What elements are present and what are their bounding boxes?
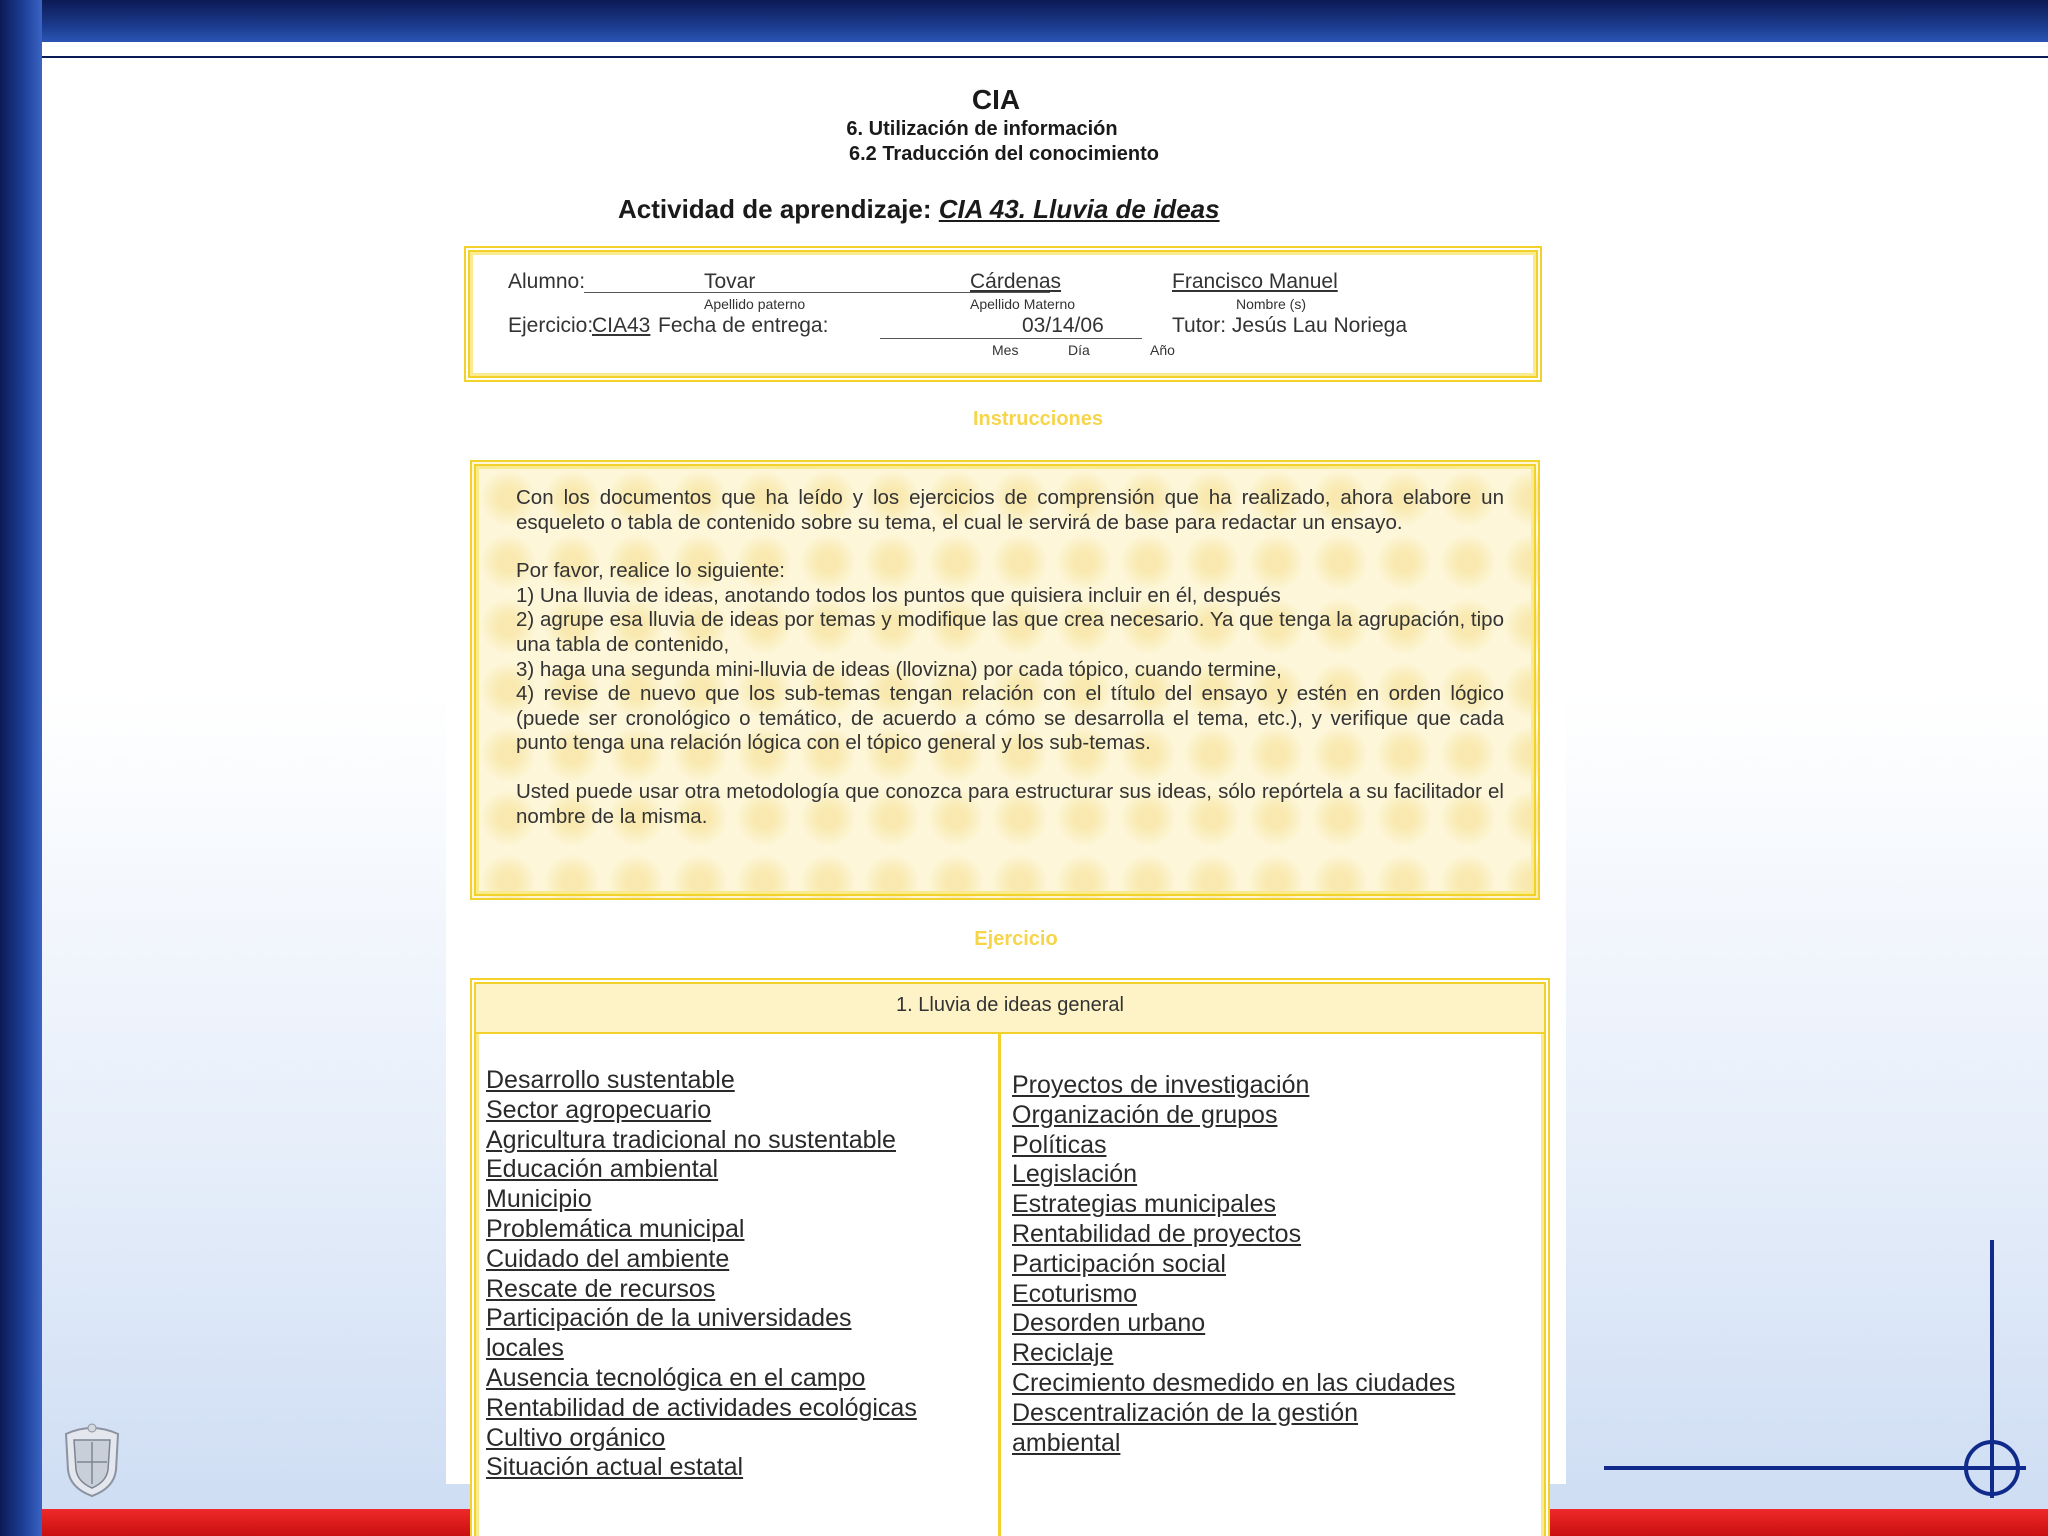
list-item: Organización de grupos [1012,1100,1278,1129]
list-item: Situación actual estatal [486,1453,744,1482]
exercise-table [470,978,1550,1536]
instructions-paragraph-1: Con los documentos que ha leído y los ejercicios de comprensión que ha realizado, ahora elabore un esqueleto o tabla de contenido sobre su tema, el cual le servirá de base para redactar un ensayo. [516,486,1504,534]
alumno-label: Alumno: [508,270,586,293]
fecha-label: Fecha de entrega: [658,314,829,337]
list-item: locales [486,1334,564,1363]
nombre-label: Nombre (s) [1236,296,1307,312]
instructions-intro: Por favor, realice lo siguiente: [516,559,785,583]
activity-name: CIA 43. Lluvia de ideas [938,194,1220,224]
instructions-paragraph-3: Usted puede usar otra metodología que conozca para estructurar sus ideas, sólo repórtela a su facilitador el nombre de la misma. [516,779,1504,828]
list-item: Estrategias municipales [1012,1190,1277,1219]
fecha-line [880,338,1142,339]
nombre-value: Francisco Manuel [1172,270,1338,293]
apellido-paterno-label: Apellido paterno [704,296,806,312]
document-page [446,70,1566,1484]
list-item: Participación de la universidades [486,1304,852,1333]
list-item: Descentralización de la gestión [1012,1398,1359,1427]
instructions-box [470,460,1540,900]
anio-label: Año [1150,342,1175,358]
list-item: Cultivo orgánico [486,1423,666,1452]
list-item: Participación social [1012,1249,1226,1278]
list-item: Desarrollo sustentable [486,1066,735,1094]
list-item: Rescate de recursos [486,1274,716,1303]
exercise-heading: Ejercicio [974,928,1058,950]
list-item: Rentabilidad de actividades ecológicas [486,1393,917,1422]
exercise-table-header: 1. Lluvia de ideas general [476,984,1544,1034]
list-item: ambiental [1012,1428,1121,1457]
document-title: CIA [971,84,1021,115]
ejercicio-label: Ejercicio: [508,314,594,337]
list-item: Agricultura tradicional no sustentable [486,1125,896,1154]
list-item: Desorden urbano [1012,1309,1206,1338]
list-item: Sector agropecuario [486,1095,712,1124]
mes-label: Mes [992,342,1019,358]
ideas-right-column [1012,1071,1455,1458]
instructions-heading: Instrucciones [972,408,1104,430]
instructions-step-1: 1) Una lluvia de ideas, anotando todos los puntos que quisiera incluir en él, después [516,583,1281,607]
exercise-column-divider [998,1034,1001,1536]
crosshair-icon [1600,1236,2048,1506]
instructions-step-2: 2) agrupe esa lluvia de ideas por temas y modifique las que crea necesario. Ya que tenga la agrupación, tipo una tabla de contenido, [516,608,1504,656]
document-subtitle-1: 6. Utilización de información [846,118,1118,140]
list-item: Educación ambiental [486,1155,719,1184]
list-item: Proyectos de investigación [1012,1071,1310,1099]
instructions-step-3: 3) haga una segunda mini-lluvia de ideas (llovizna) por cada tópico, cuando termine, [516,657,1282,681]
instructions-step-4: 4) revise de nuevo que los sub-temas tengan relación con el título del ensayo y estén en orden lógico (puede ser cronológico o temático, de acuerdo a cómo se desarrolla el tema, etc.), y verifique que cada punto tenga una relación lógica con el tópico general y los sub-temas. [516,682,1504,755]
fecha-value: 03/14/06 [1022,314,1104,337]
list-item: Políticas [1012,1130,1107,1159]
list-item: Problemática municipal [486,1214,745,1243]
instructions-text [516,486,1504,829]
crest-icon [56,1420,128,1500]
apellido-materno-label: Apellido Materno [970,296,1076,312]
top-blue-bar [0,0,2048,42]
dia-label: Día [1068,342,1090,358]
ejercicio-value: CIA43 [592,314,651,337]
tutor-text: Tutor: Jesús Lau Noriega [1172,314,1408,337]
list-item: Ausencia tecnológica en el campo [486,1363,866,1392]
list-item: Ecoturismo [1012,1279,1138,1308]
left-blue-bar [0,0,42,1536]
top-divider-line [40,56,2048,58]
list-item: Legislación [1012,1160,1138,1189]
apellido-materno-value: Cárdenas [970,270,1062,293]
list-item: Cuidado del ambiente [486,1244,730,1273]
student-info-box [464,246,1542,382]
list-item: Crecimiento desmedido en las ciudades [1012,1368,1456,1397]
document-subtitle-2: 6.2 Traducción del conocimiento [848,143,1160,165]
activity-prefix: Actividad de aprendizaje: [618,194,932,224]
apellido-paterno-value: Tovar [704,270,756,293]
ideas-left-column [486,1066,917,1483]
list-item: Reciclaje [1012,1339,1114,1368]
list-item: Municipio [486,1185,592,1214]
activity-heading [618,194,1220,225]
list-item: Rentabilidad de proyectos [1012,1219,1302,1248]
